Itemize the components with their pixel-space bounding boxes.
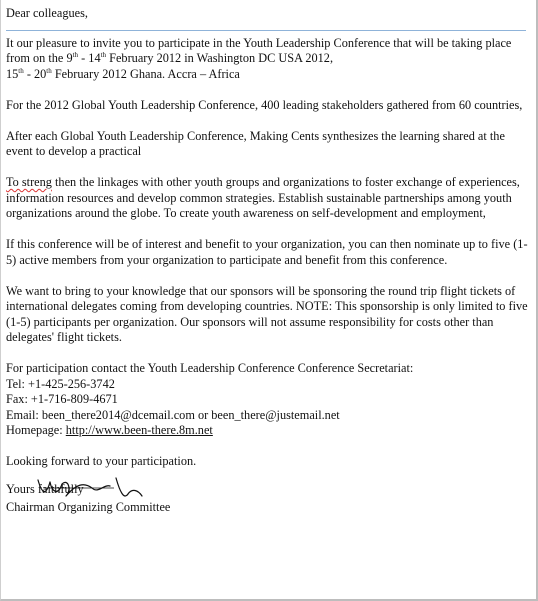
paragraph-stakeholders: For the 2012 Global Youth Leadership Conference, 400 leading stakeholders gathered from 60 countries, [6,97,523,112]
contact-heading: For participation contact the Youth Leadership Conference Conference Secretariat: [6,361,414,375]
signature-title: Chairman Organizing Committee [6,499,171,514]
signoff-row [6,482,534,500]
paragraph-linkages-rest: then the linkages with other youth groups and organizations to foster exchange of experiences, information resources and develop common strategies. Establish sustainable partnerships among youth organizations around the globe. To create youth awareness on self-development and employment, [6,175,520,220]
homepage-link[interactable]: http://www.been-there.8m.net [65,423,213,437]
paragraph-making-cents: After each Global Youth Leadership Conference, Making Cents synthesizes the learning shared at the event to develop a practical [6,128,505,158]
paragraph-linkages [6,175,534,222]
intro-line2c: February 2012 Ghana. Accra – Africa [51,66,240,81]
intro-part2: - 14 [78,51,101,65]
paragraph-sponsors: We want to bring to your knowledge that our sponsors will be sponsoring the round trip flight tickets of international delegates coming from developing countries. NOTE: This sponsorship is only limited to five (1-5) participants per organization. Our sponsors will not assume responsibility for costs other than delegates' flight tickets. [6,283,528,344]
intro-sup4: th [46,66,52,75]
salutation: Dear colleagues, [6,6,88,20]
intro-sup1: th [72,51,79,59]
intro-line2b: - 20 [23,66,47,81]
letter-body [6,6,534,531]
signoff: Yours faithfully [6,481,84,496]
contact-fax: Fax: +1-716-809-4671 [6,392,118,406]
intro-paragraph [6,36,534,83]
intro-part1: It our pleasure to invite you to participate in the Youth Leadership Conference that will be taking place from on the 9 [6,35,512,65]
closing-line: Looking forward to your participation. [6,454,197,468]
intro-sup3: th [18,66,24,75]
homepage-label: Homepage: [6,423,66,437]
contact-block [6,361,534,439]
intro-sup2: th [100,51,107,59]
contact-homepage [6,423,534,439]
contact-tel: Tel: +1-425-256-3742 [6,376,115,391]
paragraph-nominate: If this conference will be of interest and benefit to your organization, you can then nominate up to five (1-5) active members from your organization to participate and benefit from this conference. [6,237,528,267]
intro-part3: February 2012 in Washington DC USA 2012, [106,51,334,65]
intro-line2a: 15 [6,66,19,81]
handwritten-signature [28,474,158,504]
contact-email: Email: been_there2014@dcemail.com or been_there@justemail.net [6,407,340,422]
misspelled-word: To streng [6,175,52,189]
